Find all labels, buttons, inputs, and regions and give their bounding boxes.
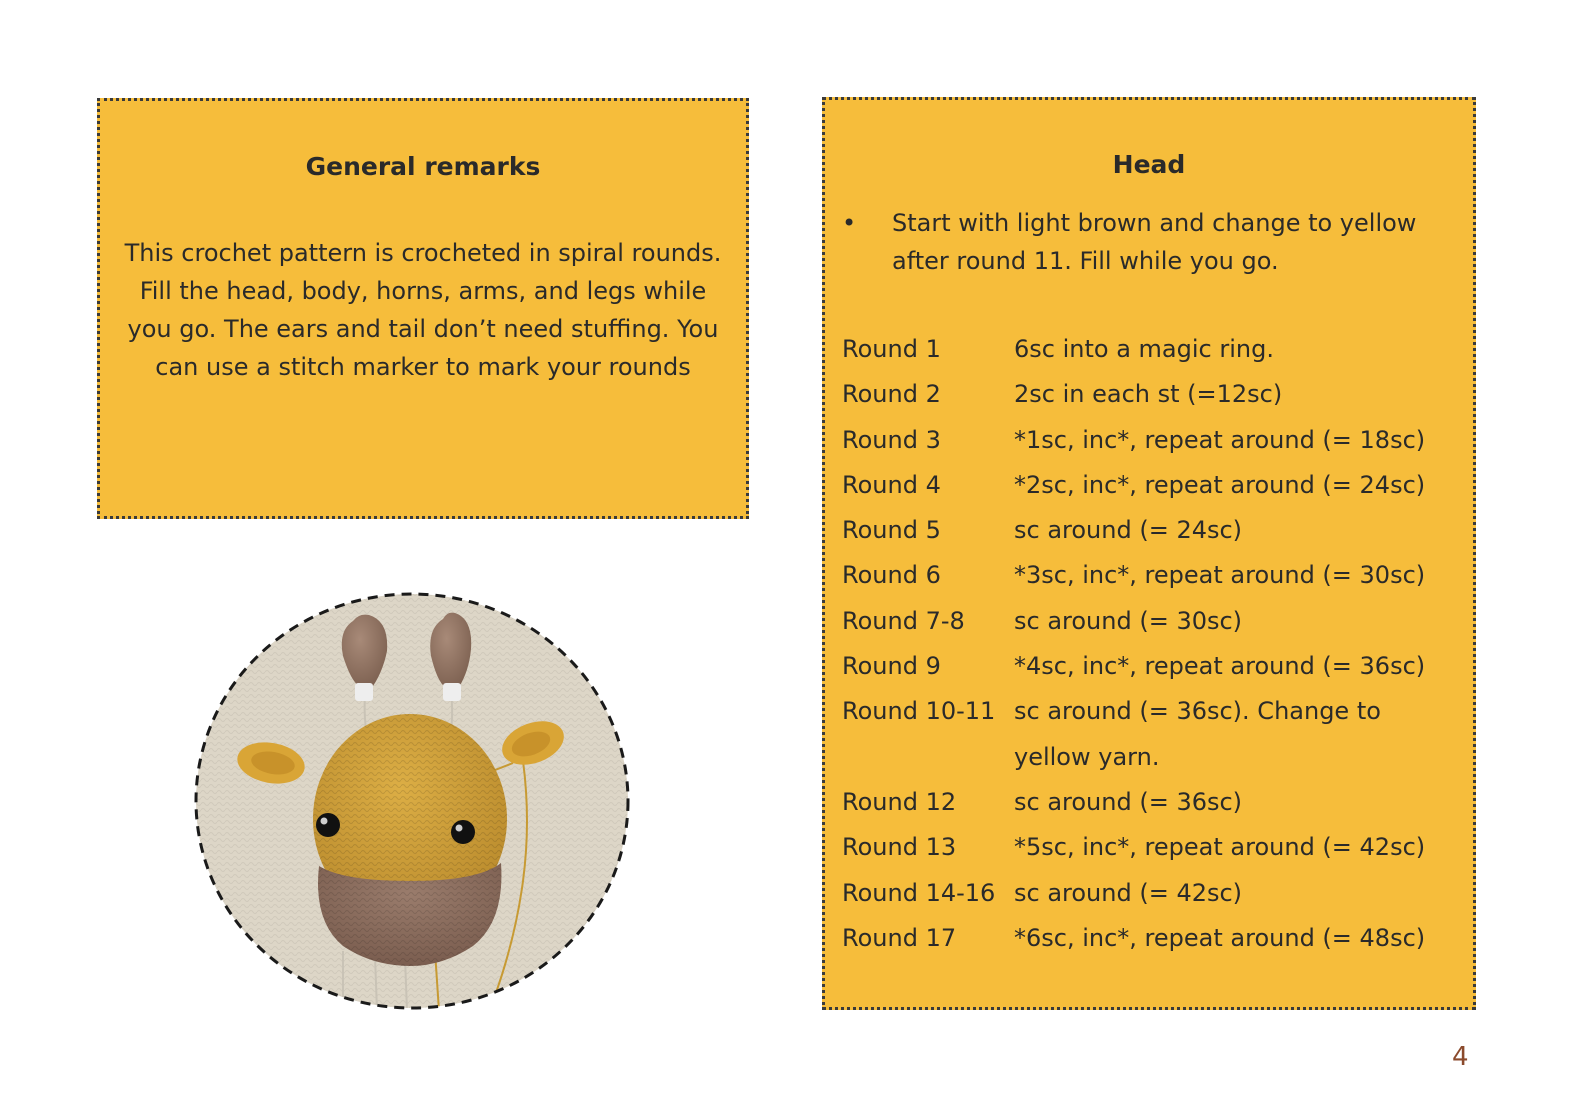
round-instruction: sc around (= 42sc) bbox=[1014, 878, 1243, 907]
round-label: Round 13 bbox=[842, 833, 957, 862]
round-label: Round 10-11 bbox=[842, 697, 996, 726]
round-row bbox=[842, 916, 1463, 961]
round-label: Round 6 bbox=[842, 561, 941, 590]
round-label: Round 9 bbox=[842, 652, 941, 681]
round-label: Round 4 bbox=[842, 470, 941, 499]
round-instruction: sc around (= 36sc). Change to yellow yarn. bbox=[1014, 697, 1381, 771]
head-bullet-text: Start with light brown and change to yellow after round 11. Fill while you go. bbox=[892, 209, 1417, 275]
round-label: Round 5 bbox=[842, 516, 941, 545]
round-instruction: *3sc, inc*, repeat around (= 30sc) bbox=[1014, 561, 1426, 590]
round-instruction: *5sc, inc*, repeat around (= 42sc) bbox=[1014, 833, 1426, 862]
giraffe-head-photo bbox=[193, 591, 631, 1011]
round-row bbox=[842, 508, 1463, 553]
round-row bbox=[842, 644, 1463, 689]
page-number: 4 bbox=[1452, 1042, 1469, 1072]
round-label: Round 7-8 bbox=[842, 606, 965, 635]
round-instruction: *2sc, inc*, repeat around (= 24sc) bbox=[1014, 470, 1426, 499]
round-instruction: sc around (= 24sc) bbox=[1014, 516, 1243, 545]
round-row bbox=[842, 689, 1463, 780]
round-row bbox=[842, 871, 1463, 916]
head-pattern-box bbox=[822, 97, 1476, 1010]
round-row bbox=[842, 599, 1463, 644]
round-label: Round 1 bbox=[842, 335, 941, 363]
general-remarks-title: General remarks bbox=[305, 152, 541, 181]
round-row bbox=[842, 418, 1463, 463]
round-label: Round 12 bbox=[842, 787, 957, 816]
round-instruction: sc around (= 30sc) bbox=[1014, 606, 1243, 635]
round-instruction: *1sc, inc*, repeat around (= 18sc) bbox=[1014, 425, 1426, 454]
round-row bbox=[842, 825, 1463, 870]
head-title: Head bbox=[1112, 150, 1186, 179]
head-bullet-note bbox=[842, 204, 1443, 280]
round-row bbox=[842, 327, 1463, 372]
general-remarks-text: This crochet pattern is crocheted in spiral rounds. Fill the head, body, horns, arms, and legs while you go. The ears and tail don’t need stuffing. You can use a stitch marker to mark your rounds bbox=[124, 239, 722, 381]
round-label: Round 14-16 bbox=[842, 878, 996, 907]
rounds-list bbox=[842, 327, 1463, 961]
round-label: Round 3 bbox=[842, 425, 941, 454]
round-row bbox=[842, 780, 1463, 825]
round-label: Round 2 bbox=[842, 380, 941, 409]
bullet-icon: • bbox=[842, 209, 857, 237]
general-remarks-box bbox=[97, 98, 749, 519]
round-instruction: sc around (= 36sc) bbox=[1014, 787, 1243, 816]
round-instruction: *6sc, inc*, repeat around (= 48sc) bbox=[1014, 923, 1426, 952]
round-row bbox=[842, 553, 1463, 598]
round-row bbox=[842, 372, 1463, 417]
round-instruction: *4sc, inc*, repeat around (= 36sc) bbox=[1014, 652, 1426, 681]
round-instruction: 2sc in each st (=12sc) bbox=[1014, 380, 1283, 409]
round-label: Round 17 bbox=[842, 923, 957, 952]
round-row bbox=[842, 463, 1463, 508]
round-instruction: 6sc into a magic ring. bbox=[1014, 335, 1274, 363]
